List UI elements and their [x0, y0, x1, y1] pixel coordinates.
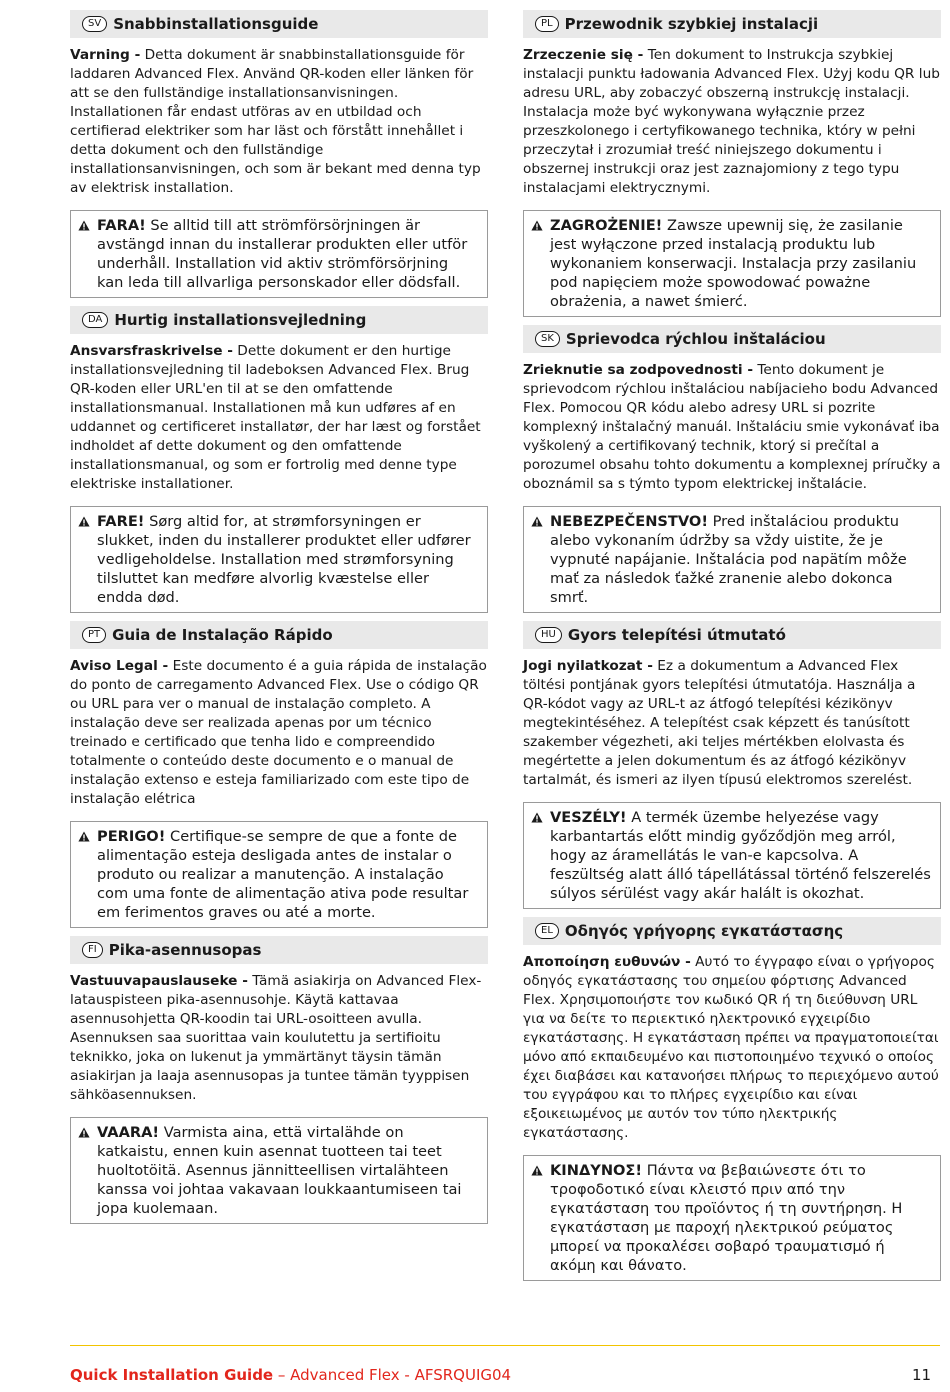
intro-label: Ansvarsfraskrivelse - — [70, 343, 233, 359]
section-intro — [523, 657, 941, 790]
warning-box — [70, 1117, 488, 1224]
warning-label: FARA! — [97, 217, 146, 234]
section-title: Gyors telepítési útmutató — [567, 626, 786, 644]
warning-box — [70, 821, 488, 928]
page-number: 11 — [912, 1366, 932, 1384]
footer-title-bold: Quick Installation Guide — [70, 1366, 274, 1384]
section-hu — [523, 621, 941, 909]
warning-text: Se alltid till att strömförsörjningen är avstängd innan du installerar produkten eller utför underhåll. Installation vid aktiv strömförsörjning kan leda till allvarliga personskador eller dödsfall. — [97, 217, 468, 291]
intro-text: Dette dokument er den hurtige installationsvejledning til ladeboksen Advanced Flex. Brug QR-koden eller URL'en til at se den omfattende installationsmanual. Installationen må kun udføres af en uddannet og certificeret installatør, der har læst og forstået indholdet af dette dokument og den omfattende installationsmanual, og som er fortrolig med denne type elektriske installationer. — [70, 343, 481, 492]
section-sv — [70, 10, 488, 298]
warning-box — [523, 802, 941, 909]
section-pt — [70, 621, 488, 928]
section-title: Guia de Instalação Rápido — [112, 626, 333, 644]
warning-triangle-icon — [77, 216, 91, 235]
section-intro — [70, 342, 488, 494]
section-title: Οδηγός γρήγορης εγκατάστασης — [564, 922, 844, 940]
language-badge: PL — [535, 16, 559, 32]
warning-text: Pred inštaláciou produktu alebo vykonaním údržby sa vždy uistite, že je vypnuté napájanie. Inštalácia pod napätím môže mať za následok ťažké zranenie alebo dokonca smrť. — [550, 513, 907, 606]
section-intro — [523, 953, 941, 1143]
warning-label: NEBEZPEČENSTVO! — [550, 513, 708, 530]
language-badge: FI — [82, 942, 103, 958]
intro-label: Jogi nyilatkozat - — [523, 658, 653, 674]
warning-text: Sørg altid for, at strømforsyningen er slukket, inden du installerer produktet eller udfører vedligeholdelse. Installation med strømforsyning tilsluttet kan medføre alvorlig kvæstelse eller endda død. — [97, 513, 471, 606]
language-badge: PT — [82, 627, 106, 643]
warning-triangle-icon — [77, 827, 91, 846]
section-pl — [523, 10, 941, 317]
warning-box — [523, 506, 941, 613]
warning-triangle-icon — [530, 1161, 544, 1180]
section-el — [523, 917, 941, 1281]
section-fi — [70, 936, 488, 1224]
intro-text: Detta dokument är snabbinstallationsguide för laddaren Advanced Flex. Använd QR-koden eller länken för att se den fullständige installationsanvisningen. Installationen får endast utföras av en utbildad och certifierad elektriker som har läst och förstått innehållet i detta dokument och den fullständige installationsanvisningen, och som är bekant med denna typ av elektrisk installation. — [70, 47, 481, 196]
intro-label: Αποποίηση ευθυνών - — [523, 954, 691, 970]
section-title: Sprievodca rýchlou inštaláciou — [565, 330, 826, 348]
section-title: Hurtig installationsvejledning — [114, 311, 367, 329]
warning-triangle-icon — [530, 808, 544, 827]
footer-rule — [70, 1345, 940, 1346]
warning-label: VESZÉLY! — [550, 809, 627, 826]
section-intro — [70, 657, 488, 809]
section-title: Pika-asennusopas — [108, 941, 262, 959]
warning-label: ZAGROŻENIE! — [550, 217, 663, 234]
warning-box — [523, 210, 941, 317]
section-header — [523, 621, 941, 649]
section-header — [70, 936, 488, 964]
warning-triangle-icon — [530, 216, 544, 235]
section-title: Snabbinstallationsguide — [113, 15, 319, 33]
language-badge: SK — [535, 331, 560, 347]
section-sk — [523, 325, 941, 613]
intro-text: Ez a dokumentum a Advanced Flex töltési pontjának gyors telepítési útmutatója. Használja a QR-kódot vagy az URL-t az átfogó telepítési kézikönyv megtekintéséhez. A telepítést csak képzett és tanúsított szakember végezheti, aki teljes mértékben elolvasta és megértette a jelen dokumentum és az átfogó kézikönyv tartalmát, és ismeri az ilyen típusú elektromos szerelést. — [523, 658, 916, 788]
language-badge: SV — [82, 16, 107, 32]
section-title: Przewodnik szybkiej instalacji — [564, 15, 819, 33]
warning-triangle-icon — [77, 1123, 91, 1142]
intro-label: Zrieknutie sa zodpovednosti - — [523, 362, 754, 378]
section-da — [70, 306, 488, 613]
warning-box — [70, 210, 488, 298]
footer-title-rest: – Advanced Flex - AFSRQUIG04 — [273, 1366, 512, 1384]
intro-text: Tento dokument je sprievodcom rýchlou inštaláciou nabíjacieho bodu Advanced Flex. Pomocou QR kódu alebo adresy URL si pozrite komplexný inštalačný manuál. Inštaláciu smie vykonávať iba vyškolený a certifikovaný technik, ktorý si prečítal a porozumel obsahu tohto dokumentu a komplexnej príručky a oboznámil sa s týmto typom elektrickej inštalácie. — [523, 362, 941, 492]
warning-triangle-icon — [77, 512, 91, 531]
language-badge: HU — [535, 627, 562, 643]
section-intro — [70, 972, 488, 1105]
intro-label: Aviso Legal - — [70, 658, 169, 674]
intro-text: Αυτό το έγγραφο είναι ο γρήγορος οδηγός εγκατάστασης του σημείου φόρτισης Advanced Flex. Χρησιμοποιήστε τον κωδικό QR ή τη διεύθυνση URL για να δείτε το περιεκτικό ηλεκτρονικό εγχειρίδιο εγκατάστασης. Η εγκατάσταση πρέπει να πραγματοποιείται μόνο από εκπαιδευμένο και πιστοποιημένο τεχνικό ο οποίος έχει διαβάσει και κατανοήσει πλήρως το περιεχόμενο αυτού του εγγράφου και το πλήρες εγχειρίδιο και είναι εξοικειωμένος με αυτόν τον τύπο ηλεκτρικής εγκατάστασης. — [523, 954, 939, 1141]
right-column — [523, 10, 941, 1289]
section-header — [70, 306, 488, 334]
warning-label: VAARA! — [97, 1124, 160, 1141]
section-header — [70, 10, 488, 38]
section-intro — [70, 46, 488, 198]
warning-box — [70, 506, 488, 613]
section-intro — [523, 361, 941, 494]
warning-text: A termék üzembe helyezése vagy karbantartás előtt mindig győződjön meg arról, hogy az áramellátás le van-e kapcsolva. A feszültség alatt álló tápellátással történő felszerelés súlyos sérülést vagy akár halált is okozhat. — [550, 809, 931, 902]
intro-text: Este documento é a guia rápida de instalação do ponto de carregamento Advanced Flex. Use o código QR ou URL para ver o manual de instalação completo. A instalação deve ser realizada apenas por um técnico treinado e certificado que tenha lido e compreendido totalmente o conteúdo deste documento e o manual de instalação extenso e esteja familiarizado com este tipo de instalação elétrica — [70, 658, 487, 807]
intro-text: Tämä asiakirja on Advanced Flex-latauspisteen pika-asennusohje. Käytä kattavaa asennusohjetta QR-koodin tai URL-osoitteen avulla. Asennuksen saa suorittaa vain koulutettu ja sertifioitu teknikko, joka on lukenut ja ymmärtänyt täysin tämän asiakirjan ja laaja asennusopas ja tuntee tämän tyyppisen sähköasennuksen. — [70, 973, 482, 1103]
section-header — [523, 10, 941, 38]
language-badge: DA — [82, 312, 108, 328]
section-intro — [523, 46, 941, 198]
section-header — [523, 325, 941, 353]
intro-label: Vastuuvapauslauseke - — [70, 973, 248, 989]
section-header — [70, 621, 488, 649]
footer-title — [70, 1366, 511, 1384]
section-header — [523, 917, 941, 945]
warning-label: FARE! — [97, 513, 145, 530]
intro-label: Zrzeczenie się - — [523, 47, 644, 63]
warning-label: PERIGO! — [97, 828, 166, 845]
warning-text: Πάντα να βεβαιώνεστε ότι το τροφοδοτικό είναι κλειστό πριν από την εγκατάσταση του προϊόντος ή τη συντήρηση. Η εγκατάσταση με παροχή ηλεκτρικού ρεύματος μπορεί να προκαλέσει σοβαρό τραυματισμό ή ακόμη και θάνατο. — [550, 1162, 903, 1274]
warning-label: ΚΙΝΔΥΝΟΣ! — [550, 1162, 643, 1179]
warning-box — [523, 1155, 941, 1281]
warning-text: Varmista aina, että virtalähde on katkaistu, ennen kuin asennat tuotteen tai teet huoltotöitä. Asennus jännitteellisen virtalähteen kanssa voi johtaa vakavaan loukkaantumiseen tai jopa kuolemaan. — [97, 1124, 462, 1217]
intro-label: Varning - — [70, 47, 141, 63]
warning-text: Certifique-se sempre de que a fonte de alimentação esteja desligada antes de instalar o produto ou realizar a manutenção. A instalação com uma fonte de alimentação ativa pode resultar em ferimentos graves ou até a morte. — [97, 828, 469, 921]
language-badge: EL — [535, 923, 559, 939]
warning-text: Zawsze upewnij się, że zasilanie jest wyłączone przed instalacją produktu lub wykonaniem konserwacji. Instalacja przy zasilaniu pod napięciem może spowodować poważne obrażenia, a nawet śmierć. — [550, 217, 917, 310]
warning-triangle-icon — [530, 512, 544, 531]
left-column — [70, 10, 488, 1232]
intro-text: Ten dokument to Instrukcja szybkiej instalacji punktu ładowania Advanced Flex. Użyj kodu QR lub adresu URL, aby zobaczyć obszerną instrukcję instalacji. Instalacja może być wykonywana wyłącznie przez przeszkolonego i certyfikowanego technika, który w pełni przeczytał i zrozumiał treść niniejszego dokumentu i obszernej instrukcji oraz jest zaznajomiony z tego typu instalacjami elektrycznymi. — [523, 47, 940, 196]
